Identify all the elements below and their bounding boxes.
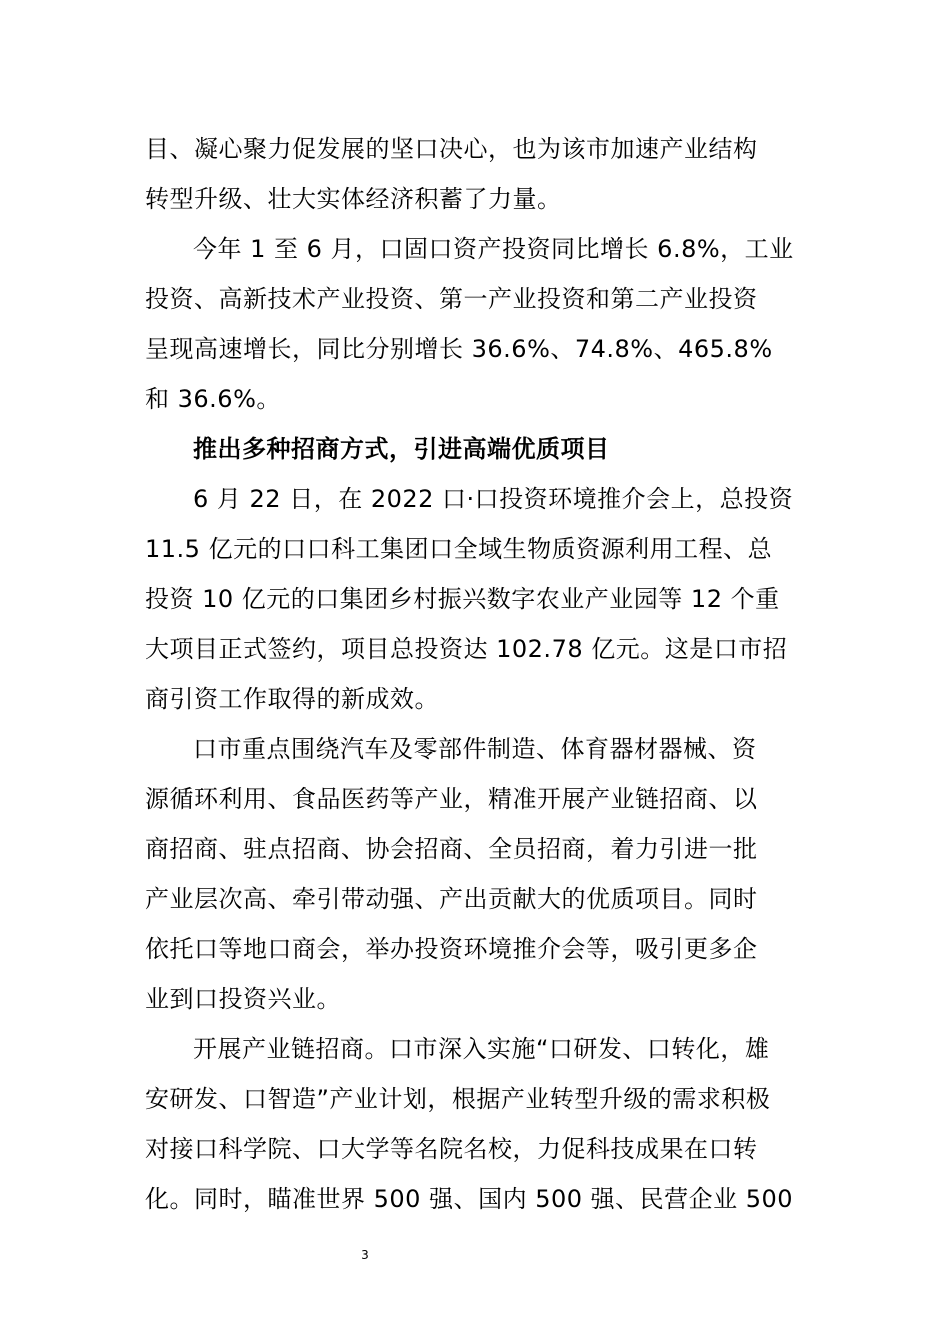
text-line: 依托口等地口商会，举办投资环境推介会等，吸引更多企	[145, 935, 758, 963]
text-line: 源循环利用、食品医药等产业，精准开展产业链招商、以	[145, 785, 758, 813]
section-heading: 推出多种招商方式，引进高端优质项目	[193, 435, 610, 463]
text-line: 产业层次高、牵引带动强、产出贡献大的优质项目。同时	[145, 885, 758, 913]
text-line: 今年 1 至 6 月，口固口资产投资同比增长 6.8%，工业	[193, 235, 794, 263]
text-line: 商引资工作取得的新成效。	[145, 685, 439, 713]
document-body	[145, 124, 807, 1224]
text-line: 商招商、驻点招商、协会招商、全员招商，着力引进一批	[145, 835, 758, 863]
page-number: 3	[361, 1248, 369, 1262]
text-line: 大项目正式签约，项目总投资达 102.78 亿元。这是口市招	[145, 635, 788, 663]
text-line: 11.5 亿元的口口科工集团口全域生物质资源利用工程、总	[145, 535, 773, 563]
text-line: 业到口投资兴业。	[145, 985, 341, 1013]
text-line: 转型升级、壮大实体经济积蓄了力量。	[145, 185, 562, 213]
text-line: 开展产业链招商。口市深入实施“口研发、口转化，雄	[193, 1035, 770, 1063]
text-line: 呈现高速增长，同比分别增长 36.6%、74.8%、465.8%	[145, 335, 773, 363]
text-line: 投资、高新技术产业投资、第一产业投资和第二产业投资	[145, 285, 758, 313]
text-line: 和 36.6%。	[145, 385, 281, 413]
text-line: 6 月 22 日，在 2022 口·口投资环境推介会上，总投资	[193, 485, 794, 513]
text-line: 目、凝心聚力促发展的坚口决心，也为该市加速产业结构	[145, 135, 758, 163]
text-line: 安研发、口智造”产业计划，根据产业转型升级的需求积极	[145, 1085, 771, 1113]
text-line: 化。同时，瞄准世界 500 强、国内 500 强、民营企业 500	[145, 1185, 794, 1213]
text-line: 对接口科学院、口大学等名院名校，力促科技成果在口转	[145, 1135, 758, 1163]
text-line: 口市重点围绕汽车及零部件制造、体育器材器械、资	[193, 735, 757, 763]
text-line: 投资 10 亿元的口集团乡村振兴数字农业产业园等 12 个重	[145, 585, 780, 613]
